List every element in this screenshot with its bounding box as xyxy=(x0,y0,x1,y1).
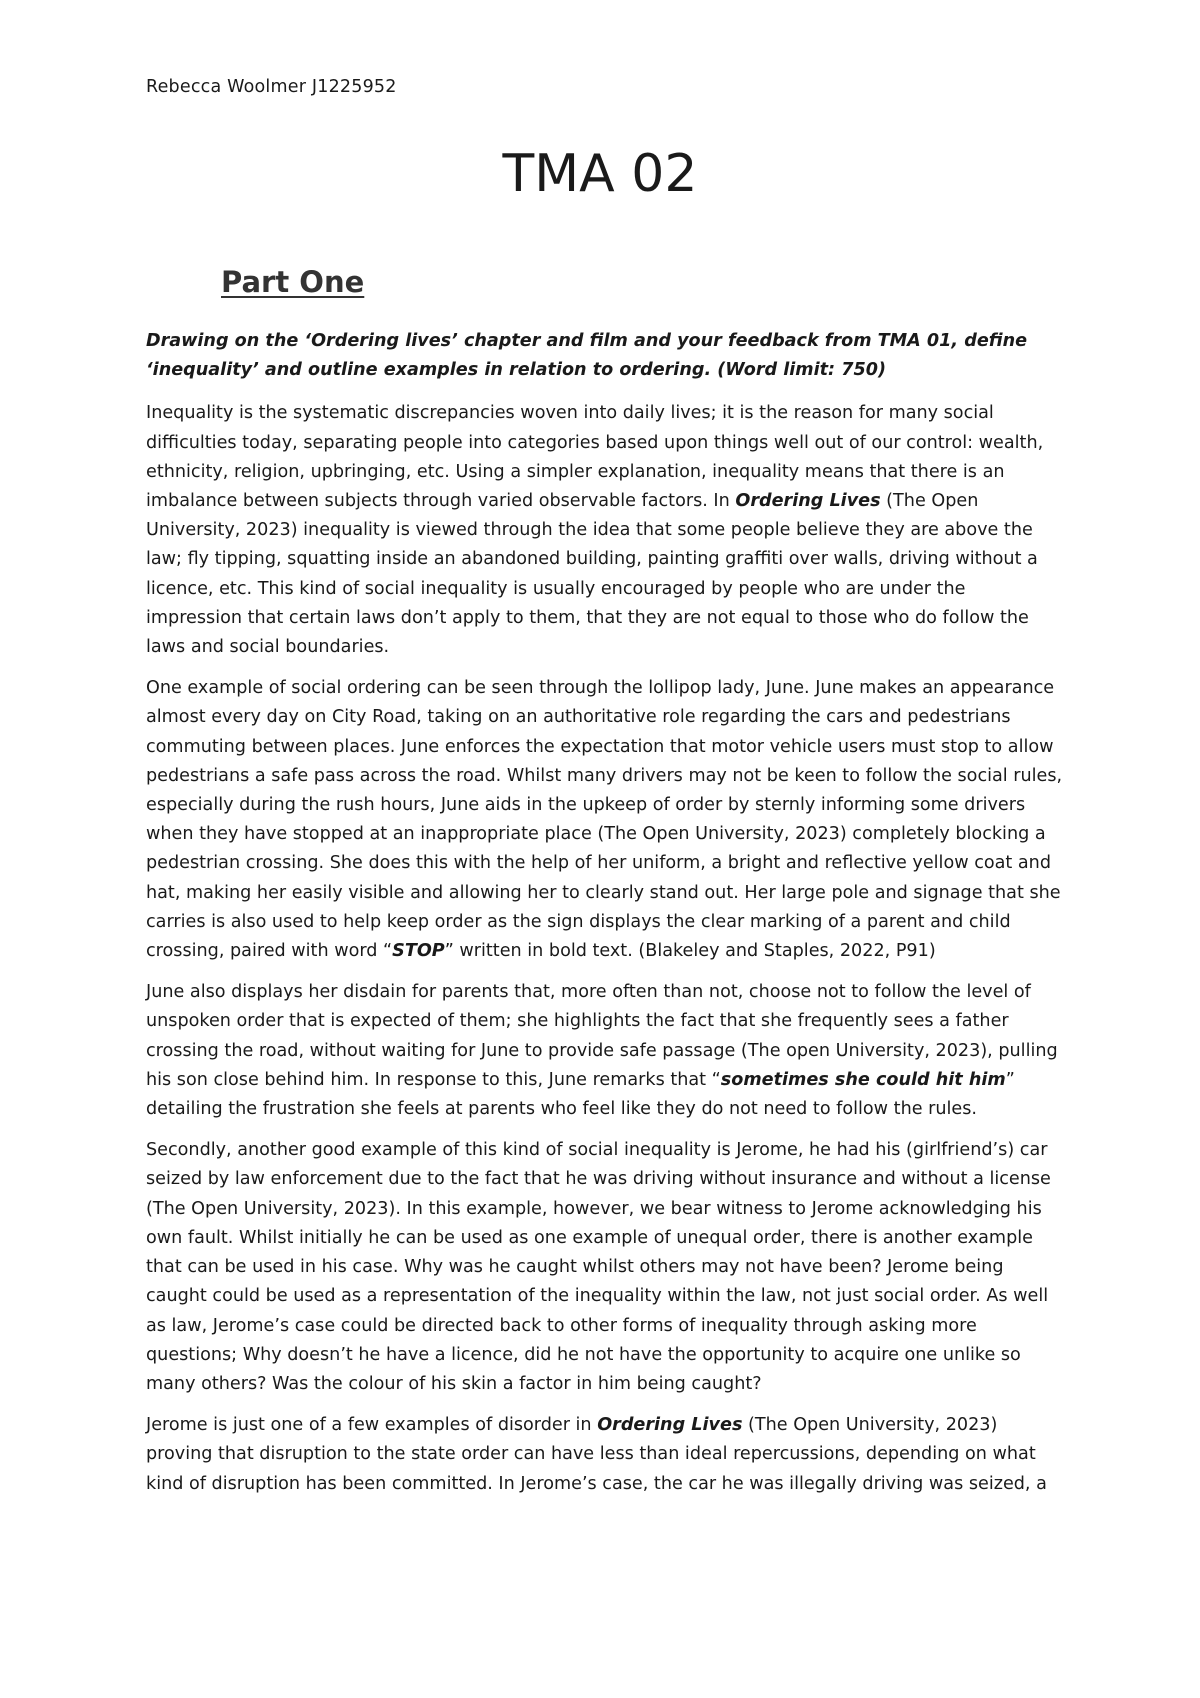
paragraph-text: Inequality is the systematic discrepancies woven into daily lives; it is the reason for many social difficulties today, separating people into categories based upon things well out of our control: wealth, ethnicity, religion, upbringing, etc. Using a simpler explanation, inequality means that there is an imbalance between subjects through varied observable factors. In xyxy=(146,403,1044,512)
paragraph-text: June also displays her disdain for parents that, more often than not, choose not to follow the level of unspoken order that is expected of them; she highlights the fact that she frequently sees a father crossing the road, without waiting for June to provide safe passage (The open University, 2023), pulling his son close behind him. In response to this, June remarks that “ xyxy=(146,982,1058,1090)
section-heading: Part One xyxy=(221,265,365,299)
emphasis-text: Ordering Lives xyxy=(735,491,881,512)
paragraph-text: ” detailing the frustration she feels at parents who feel like they do not need to follow the rules. xyxy=(146,1069,1015,1120)
paragraph-4 xyxy=(146,1136,1064,1399)
emphasis-text: Ordering Lives xyxy=(597,1415,743,1436)
document-body xyxy=(146,327,1064,1511)
paragraph-text: Jerome is just one of a few examples of disorder in xyxy=(146,1415,598,1436)
paragraph-text: (The Open University, 2023) proving that disruption to the state order can have less than ideal repercussions, depending on what kind of disruption has been committed. In Jerome’s case, the car he was illegally driving was seized, a xyxy=(146,1415,1047,1494)
paragraph-text: One example of social ordering can be seen through the lollipop lady, June. June makes an appearance almost every day on City Road, taking on an authoritative role regarding the cars and pedestrians commuting between places. June enforces the expectation that motor vehicle users must stop to allow pedestrians a safe pass across the road. Whilst many drivers may not be keen to follow the social rules, especially during the rush hours, June aids in the upkeep of order by sternly informing some drivers when they have stopped at an inappropriate place (The Open University, 2023) completely blocking a pedestrian crossing. She does this with the help of her uniform, a bright and reflective yellow coat and hat, making her easily visible and allowing her to clearly stand out. Her large pole and signage that she carries is also used to help keep order as the sign displays the clear marking of a parent and child crossing, paired with word “ xyxy=(146,678,1063,962)
paragraph-2 xyxy=(146,674,1064,966)
author-header: Rebecca Woolmer J1225952 xyxy=(146,77,397,97)
paragraph-text: Secondly, another good example of this kind of social inequality is Jerome, he had his (girlfriend’s) car seized by law enforcement due to the fact that he was driving without insurance and without a license (The Open University, 2023). In this example, however, we bear witness to Jerome acknowledging his own fault. Whilst initially he can be used as one example of unequal order, there is another example that can be used in his case. Why was he caught whilst others may not have been? Jerome being caught could be used as a representation of the inequality within the law, not just social order. As well as law, Jerome’s case could be directed back to other forms of inequality through asking more questions; Why doesn’t he have a licence, did he not have the opportunity to acquire one unlike so many others? Was the colour of his skin a factor in him being caught? xyxy=(146,1140,1051,1394)
paragraph-3 xyxy=(146,978,1064,1124)
paragraph-text: (The Open University, 2023) inequality is viewed through the idea that some people believe they are above the law; fly tipping, squatting inside an abandoned building, painting graffiti over walls, driving without a licence, etc. This kind of social inequality is usually encouraged by people who are under the impression that certain laws don’t apply to them, that they are not equal to those who do follow the laws and social boundaries. xyxy=(146,491,1038,658)
emphasis-text: STOP xyxy=(392,941,445,962)
paragraph-1 xyxy=(146,399,1064,662)
paragraph-text: ” written in bold text. (Blakeley and Staples, 2022, P91) xyxy=(444,941,936,962)
assignment-question: Drawing on the ‘Ordering lives’ chapter and film and your feedback from TMA 01, define ‘inequality’ and outline examples in relation to ordering. (Word limit: 750) xyxy=(146,331,1028,381)
document-title: TMA 02 xyxy=(502,144,698,204)
emphasis-text: sometimes she could hit him xyxy=(720,1069,1006,1090)
paragraph-5 xyxy=(146,1411,1064,1499)
